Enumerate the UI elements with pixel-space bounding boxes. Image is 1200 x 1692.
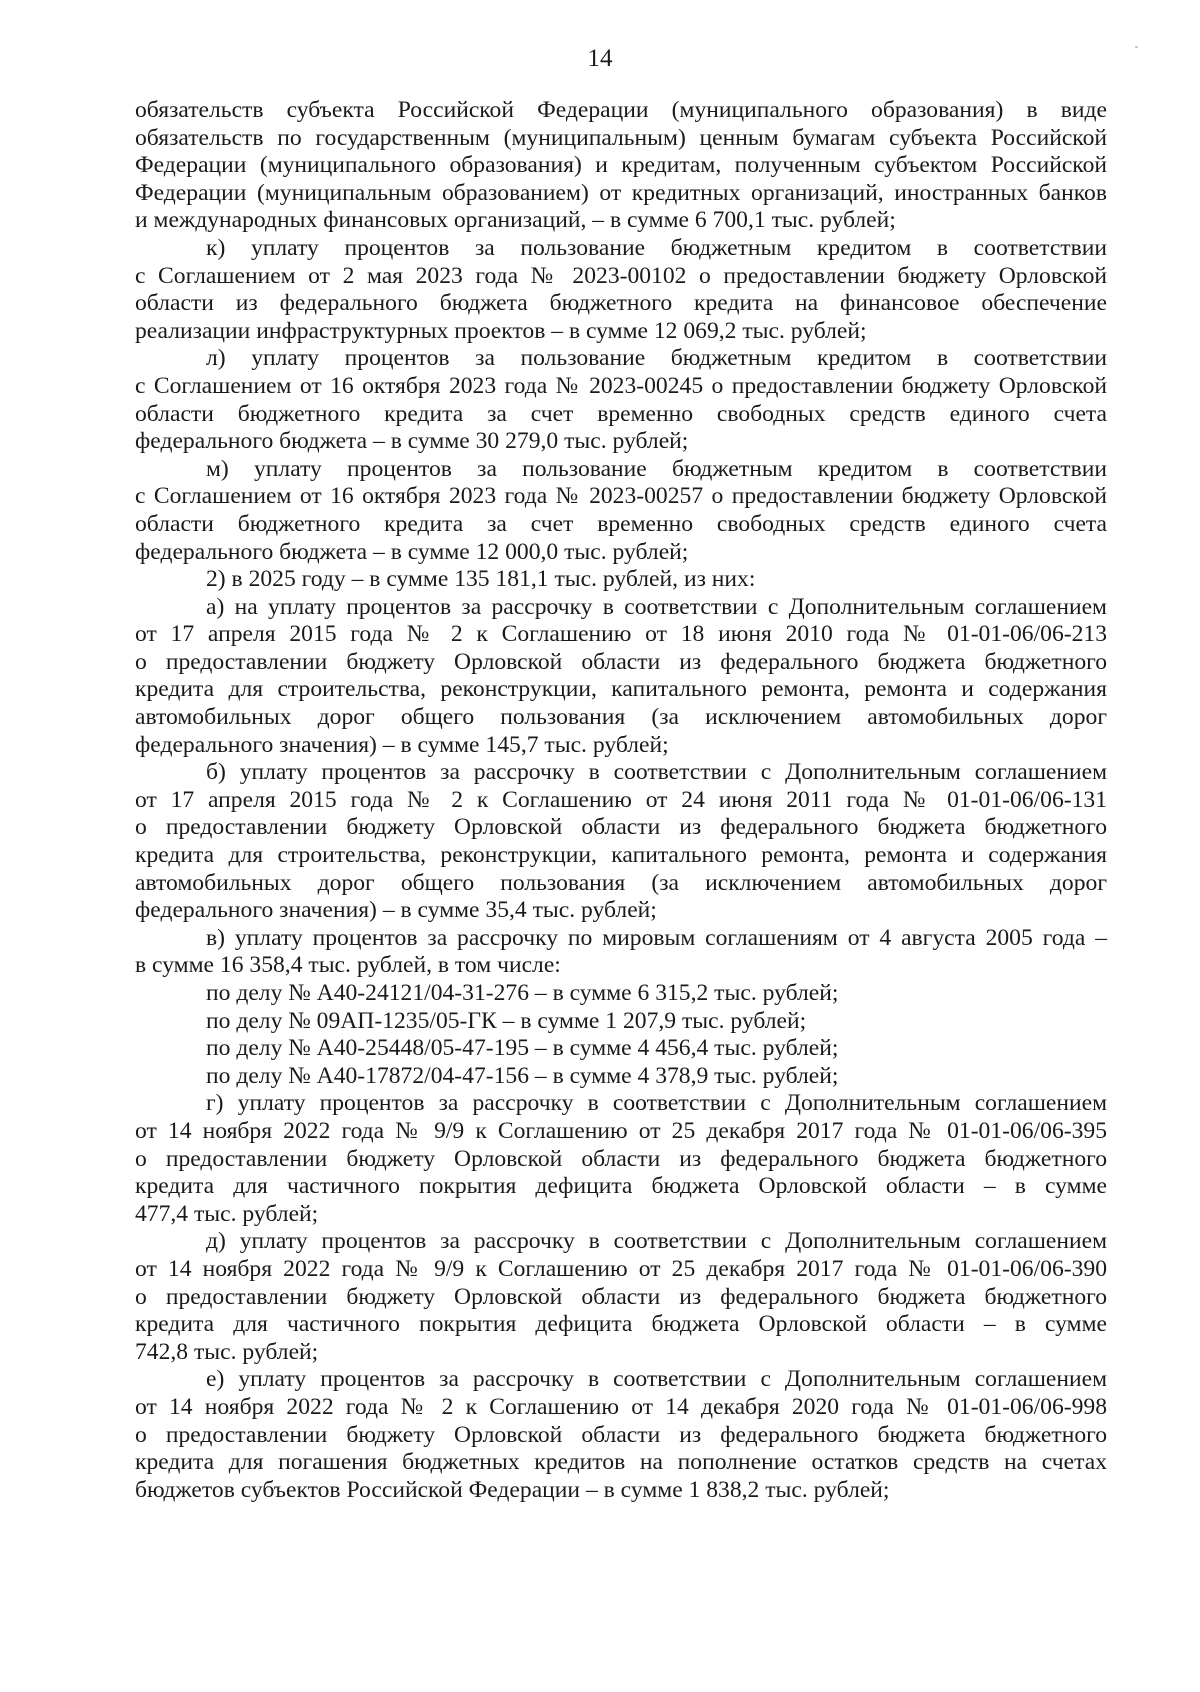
- text-line: Федерации (муниципальным образованием) от кредитных организаций, иностранных банков: [135, 179, 1107, 206]
- text-line: е) уплату процентов за рассрочку в соответствии с Дополнительным соглашением: [206, 1366, 1107, 1393]
- text-line: с Соглашением от 16 октября 2023 года № 2023-00245 о предоставлении бюджету Орловской: [135, 372, 1107, 399]
- paragraph-item-b: [135, 759, 1107, 925]
- paragraph-year-2025: [135, 566, 1107, 594]
- text-line: автомобильных дорог общего пользования (за исключением автомобильных дорог: [135, 869, 1107, 896]
- text-line: федерального бюджета – в сумме 12 000,0 тыс. рублей;: [135, 538, 689, 565]
- text-line: по делу № А40-17872/04-47-156 – в сумме 4 378,9 тыс. рублей;: [206, 1062, 839, 1089]
- text-line: л) уплату процентов за пользование бюджетным кредитом в соответствии: [206, 345, 1107, 372]
- text-line: в сумме 16 358,4 тыс. рублей, в том числе:: [135, 952, 561, 979]
- text-line: 2) в 2025 году – в сумме 135 181,1 тыс. рублей, из них:: [206, 566, 756, 593]
- text-line: к) уплату процентов за пользование бюджетным кредитом в соответствии: [206, 234, 1107, 261]
- text-line: бюджетов субъектов Российской Федерации – в сумме 1 838,2 тыс. рублей;: [135, 1476, 890, 1503]
- case-line-4: [135, 1063, 1107, 1091]
- case-line-1: [135, 980, 1107, 1008]
- text-line: области из федерального бюджета бюджетного кредита на финансовое обеспечение: [135, 290, 1107, 317]
- text-line: от 14 ноября 2022 года № 2 к Соглашению от 14 декабря 2020 года № 01-01-06/06-998: [135, 1393, 1107, 1420]
- paragraph-item-e: [135, 1366, 1107, 1504]
- text-line: 742,8 тыс. рублей;: [135, 1338, 319, 1365]
- text-line: от 14 ноября 2022 года № 9/9 к Соглашению от 25 декабря 2017 года № 01-01-06/06-390: [135, 1255, 1107, 1282]
- paragraph-item-m: [135, 456, 1107, 566]
- text-line: автомобильных дорог общего пользования (за исключением автомобильных дорог: [135, 704, 1107, 731]
- text-line: области бюджетного кредита за счет временно свободных средств единого счета: [135, 510, 1107, 537]
- text-line: с Соглашением от 2 мая 2023 года № 2023-00102 о предоставлении бюджету Орловской: [135, 262, 1107, 289]
- text-line: кредита для частичного покрытия дефицита бюджета Орловской области – в сумме: [135, 1173, 1107, 1200]
- case-line-2: [135, 1008, 1107, 1036]
- page-number: 14: [587, 45, 613, 72]
- text-line: и международных финансовых организаций, – в сумме 6 700,1 тыс. рублей;: [135, 207, 896, 234]
- text-line: о предоставлении бюджету Орловской области из федерального бюджета бюджетного: [135, 1283, 1107, 1310]
- text-line: 477,4 тыс. рублей;: [135, 1200, 319, 1227]
- text-line: по делу № А40-25448/05-47-195 – в сумме 4 456,4 тыс. рублей;: [206, 1035, 839, 1062]
- text-line: от 17 апреля 2015 года № 2 к Соглашению от 24 июня 2011 года № 01-01-06/06-131: [135, 786, 1107, 813]
- text-line: а) на уплату процентов за рассрочку в соответствии с Дополнительным соглашением: [206, 593, 1107, 620]
- text-line: от 17 апреля 2015 года № 2 к Соглашению от 18 июня 2010 года № 01-01-06/06-213: [135, 621, 1107, 648]
- text-line: кредита для строительства, реконструкции, капитального ремонта, ремонта и содержания: [135, 842, 1107, 869]
- paragraph-item-a: [135, 594, 1107, 760]
- text-line: области бюджетного кредита за счет временно свободных средств единого счета: [135, 400, 1107, 427]
- text-line: м) уплату процентов за пользование бюджетным кредитом в соответствии: [206, 455, 1107, 482]
- text-line: д) уплату процентов за рассрочку в соответствии с Дополнительным соглашением: [206, 1228, 1107, 1255]
- text-line: б) уплату процентов за рассрочку в соответствии с Дополнительным соглашением: [206, 759, 1107, 786]
- text-line: федерального бюджета – в сумме 30 279,0 тыс. рублей;: [135, 428, 689, 455]
- paragraph-item-k: [135, 235, 1107, 345]
- text-line: кредита для погашения бюджетных кредитов на пополнение остатков средств на счетах: [135, 1449, 1107, 1476]
- paragraph-item-l: [135, 345, 1107, 455]
- text-line: о предоставлении бюджету Орловской области из федерального бюджета бюджетного: [135, 1421, 1107, 1448]
- text-line: кредита для строительства, реконструкции, капитального ремонта, ремонта и содержания: [135, 676, 1107, 703]
- text-line: по делу № А40-24121/04-31-276 – в сумме 6 315,2 тыс. рублей;: [206, 980, 839, 1006]
- text-line: Федерации (муниципального образования) и кредитам, полученным субъектом Российской: [135, 152, 1107, 179]
- text-line: о предоставлении бюджету Орловской области из федерального бюджета бюджетного: [135, 648, 1107, 675]
- text-line: федерального значения) – в сумме 35,4 тыс. рублей;: [135, 897, 657, 924]
- text-line: обязательств субъекта Российской Федерации (муниципального образования) в виде: [135, 97, 1107, 123]
- text-line: г) уплату процентов за рассрочку в соответствии с Дополнительным соглашением: [206, 1090, 1107, 1117]
- text-line: реализации инфраструктурных проектов – в сумме 12 069,2 тыс. рублей;: [135, 317, 867, 344]
- text-line: обязательств по государственным (муниципальным) ценным бумагам субъекта Российской: [135, 124, 1107, 151]
- text-line: от 14 ноября 2022 года № 9/9 к Соглашению от 25 декабря 2017 года № 01-01-06/06-395: [135, 1117, 1107, 1144]
- paragraph-item-v: [135, 925, 1107, 980]
- text-line: по делу № 09АП-1235/05-ГК – в сумме 1 207,9 тыс. рублей;: [206, 1007, 807, 1034]
- paragraph-item-g: [135, 1090, 1107, 1228]
- text-line: о предоставлении бюджету Орловской области из федерального бюджета бюджетного: [135, 1145, 1107, 1172]
- text-line: с Соглашением от 16 октября 2023 года № 2023-00257 о предоставлении бюджету Орловской: [135, 483, 1107, 510]
- text-line: федерального значения) – в сумме 145,7 тыс. рублей;: [135, 731, 669, 758]
- paragraph-continuation: [135, 97, 1107, 235]
- text-line: кредита для частичного покрытия дефицита бюджета Орловской области – в сумме: [135, 1311, 1107, 1338]
- document-body: [135, 97, 1107, 1504]
- text-line: в) уплату процентов за рассрочку по мировым соглашениям от 4 августа 2005 года –: [206, 924, 1107, 951]
- case-line-3: [135, 1035, 1107, 1063]
- text-line: о предоставлении бюджету Орловской области из федерального бюджета бюджетного: [135, 814, 1107, 841]
- paragraph-item-d: [135, 1228, 1107, 1366]
